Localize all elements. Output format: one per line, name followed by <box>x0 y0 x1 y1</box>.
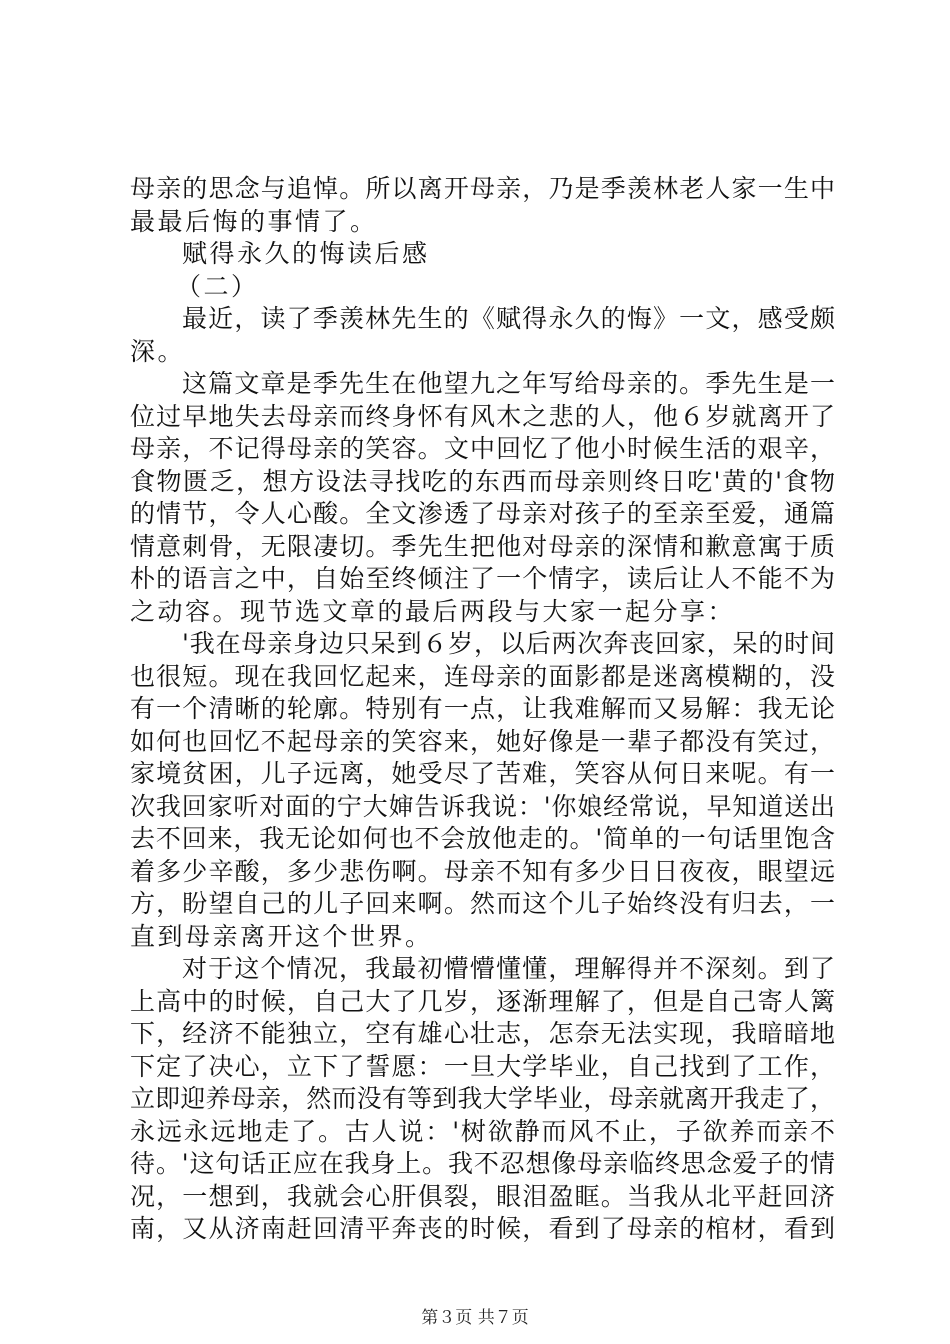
text-line: 食物匮乏，想方设法寻找吃的东西而母亲则终日吃'黄的'食物 <box>130 466 835 496</box>
text-line: 位过早地失去母亲而终身怀有风木之悲的人，他６岁就离开了 <box>130 401 835 431</box>
text-line: 对于这个情况，我最初懵懵懂懂，理解得并不深刻。到了 <box>182 954 835 983</box>
text-line: 深。 <box>130 336 186 366</box>
text-line: 去不回来，我无论如何也不会放他走的。'简单的一句话里饱含 <box>130 824 835 853</box>
text-line: 也很短。现在我回忆起来，连母亲的面影都是迷离模糊的，没 <box>130 661 835 691</box>
document-body <box>130 173 835 1246</box>
text-line: '我在母亲身边只呆到６岁，以后两次奔丧回家，呆的时间 <box>182 629 835 658</box>
text-line: 情意刺骨，无限凄切。季先生把他对母亲的深情和歉意寓于质 <box>130 531 835 561</box>
text-line: 着多少辛酸，多少悲伤啊。母亲不知有多少日日夜夜，眼望远 <box>130 856 835 886</box>
text-line: 最近，读了季羡林先生的《赋得永久的悔》一文，感受颇 <box>182 304 835 333</box>
text-line: 的情节，令人心酸。全文渗透了母亲对孩子的至亲至爱，通篇 <box>130 499 835 528</box>
text-line: 立即迎养母亲，然而没有等到我大学毕业，母亲就离开我走了， <box>130 1084 835 1113</box>
text-line: 之动容。现节选文章的最后两段与大家一起分享： <box>130 596 736 626</box>
text-line: 次我回家听对面的宁大婶告诉我说：'你娘经常说，早知道送出 <box>130 791 835 821</box>
text-line: 下，经济不能独立，空有雄心壮志，怎奈无法实现，我暗暗地 <box>130 1019 835 1048</box>
text-line: 方，盼望自己的儿子回来啊。然而这个儿子始终没有归去，一 <box>130 889 835 918</box>
text-line: 南，又从济南赶回清平奔丧的时候，看到了母亲的棺材，看到 <box>130 1214 835 1243</box>
text-line: 永远永远地走了。古人说：'树欲静而风不止，子欲养而亲不 <box>130 1116 835 1146</box>
text-line: 有一个清晰的轮廓。特别有一点，让我难解而又易解：我无论 <box>130 694 835 723</box>
text-line: 下定了决心，立下了誓愿：一旦大学毕业，自己找到了工作， <box>130 1051 835 1081</box>
text-line: 上高中的时候，自己大了几岁，逐渐理解了，但是自己寄人篱 <box>130 986 835 1016</box>
text-line: 直到母亲离开这个世界。 <box>130 921 433 951</box>
text-line: 家境贫困，儿子远离，她受尽了苦难，笑容从何日来呢。有一 <box>130 759 835 788</box>
text-line: （二） <box>176 271 259 301</box>
text-line: 朴的语言之中，自始至终倾注了一个情字，读后让人不能不为 <box>130 564 835 593</box>
text-line: 待。'这句话正应在我身上。我不忍想像母亲临终思念爱子的情 <box>130 1149 835 1178</box>
text-line: 最最后悔的事情了。 <box>130 206 378 236</box>
text-line: 母亲的思念与追悼。所以离开母亲，乃是季羡林老人家一生中 <box>130 174 835 203</box>
text-line: 如何也回忆不起母亲的笑容来，她好像是一辈子都没有笑过， <box>130 726 835 756</box>
text-line: 母亲，不记得母亲的笑容。文中回忆了他小时候生活的艰辛， <box>130 434 835 463</box>
text-line: 况，一想到，我就会心肝俱裂，眼泪盈眶。当我从北平赶回济 <box>130 1181 835 1211</box>
text-line: 这篇文章是季先生在他望九之年写给母亲的。季先生是一 <box>182 369 835 398</box>
text-line: 赋得永久的悔读后感 <box>182 239 430 268</box>
page-footer: 第３页 共７页 <box>421 1308 529 1328</box>
